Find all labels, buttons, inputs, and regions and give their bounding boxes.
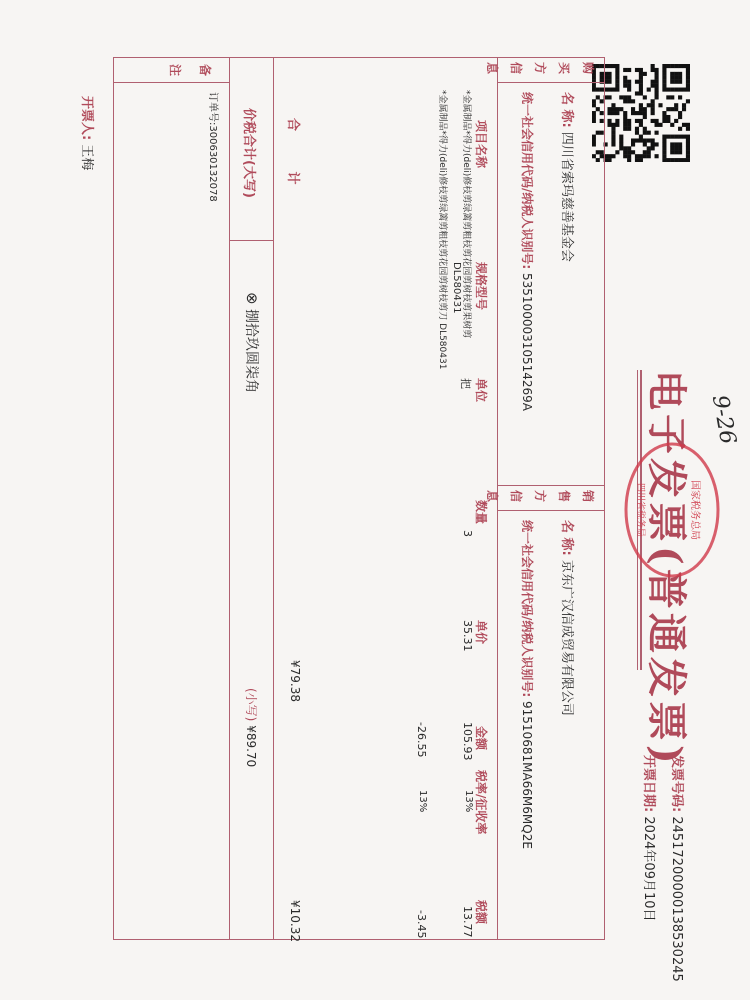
issuer-row: [79, 96, 98, 170]
col-price: 单价: [474, 620, 488, 645]
col-spec: 规格型号: [474, 262, 488, 311]
item-1-amount: 105.93: [461, 722, 474, 761]
grand-total-divider: [230, 240, 274, 241]
remarks-label: 备注: [168, 64, 212, 77]
grand-total-small: ¥89.70: [244, 725, 258, 768]
grand-total-words: 捌拾玖圆柒角: [243, 309, 259, 394]
grand-total-words-row: [242, 292, 262, 393]
total-amount: ¥79.38: [288, 660, 302, 702]
buyer-name: 四川省索玛慈善基金会: [559, 131, 574, 262]
item-1-tax: 13.77: [461, 906, 474, 938]
remarks-label-line: [113, 82, 230, 83]
issuer-name: 王梅: [79, 144, 94, 171]
buyer-tax-id: 53510000310514269A: [520, 273, 534, 412]
qr-code: [592, 64, 690, 162]
seller-tax-label: 统一社会信用代码/纳税人识别号:: [520, 520, 534, 698]
item-1-price: 35.31: [461, 620, 474, 652]
invoice-number: 24517200000138530245: [669, 816, 684, 982]
seller-tax-id: 91510681MA66M6MQ2E: [520, 701, 534, 849]
seal-upper-text: 国家税务总局: [689, 480, 700, 540]
item-2-name: *金属制品*得力(deli)修枝剪绿篱剪粗枝剪花园剪树枝剪刀 DL580431: [437, 90, 447, 370]
grand-total-label: 价税合计(大写): [241, 108, 256, 198]
seller-tax-row: [519, 520, 536, 849]
item-1-spec: DL580431: [451, 262, 462, 314]
col-tax: 税额: [474, 900, 488, 925]
buyer-tax-label: 统一社会信用代码/纳税人识别号:: [520, 92, 534, 270]
grand-total-top-line: [273, 57, 274, 940]
item-2-amount: -26.55: [415, 722, 428, 758]
grand-total-small-row: [243, 688, 260, 767]
seller-section-label: 销售方信息: [485, 490, 595, 503]
seller-name: 京东广汉信成贸易有限公司: [559, 559, 574, 716]
item-2-rate: 13%: [417, 790, 428, 813]
item-2-tax: -3.45: [415, 910, 428, 939]
col-unit: 单位: [474, 378, 488, 403]
issue-date-row: [641, 755, 660, 922]
total-tax: ¥10.32: [288, 900, 302, 942]
invoice-title: 电子发票(普通发票): [643, 370, 690, 768]
item-1-rate: 13%: [463, 790, 474, 813]
seller-label-line: [498, 510, 605, 511]
remarks-top-line: [229, 57, 230, 940]
order-number: 订单号:300630132078: [207, 92, 218, 202]
invoice-number-row: [669, 755, 688, 982]
seal-lower-text: 四川省税务局: [635, 482, 645, 538]
col-rate: 税率/征收率: [474, 770, 488, 835]
buyer-name-row: [559, 92, 578, 262]
issuer-label: 开票人:: [79, 96, 94, 141]
buyer-label-line: [498, 82, 605, 83]
invoice-number-label: 发票号码:: [669, 755, 684, 813]
handwritten-note: 9-26: [706, 393, 741, 447]
seller-name-row: [559, 520, 578, 716]
item-1-name: *金属制品*得力(deli)修枝剪绿篱剪粗枝剪花园剪树枝剪果树剪: [461, 90, 471, 339]
buyer-tax-row: [519, 92, 536, 411]
buyer-name-label: 名 称:: [559, 92, 574, 128]
seller-name-label: 名 称:: [559, 520, 574, 556]
item-1-unit: 把: [459, 378, 472, 389]
cancel-circle-icon: ⊗: [243, 292, 261, 305]
col-item: 项目名称: [474, 120, 488, 169]
buyer-section-label: 购买方信息: [485, 62, 595, 75]
total-label: 合 计: [285, 118, 300, 203]
issue-date: 2024年09月10日: [641, 816, 656, 922]
issue-date-label: 开票日期:: [641, 755, 656, 813]
col-amount: 金额: [474, 726, 488, 751]
col-qty: 数量: [474, 500, 488, 525]
official-seal: [622, 440, 722, 580]
grand-total-small-label: (小写): [244, 688, 258, 722]
item-1-qty: 3: [461, 530, 474, 537]
party-middle-line: [498, 485, 605, 486]
